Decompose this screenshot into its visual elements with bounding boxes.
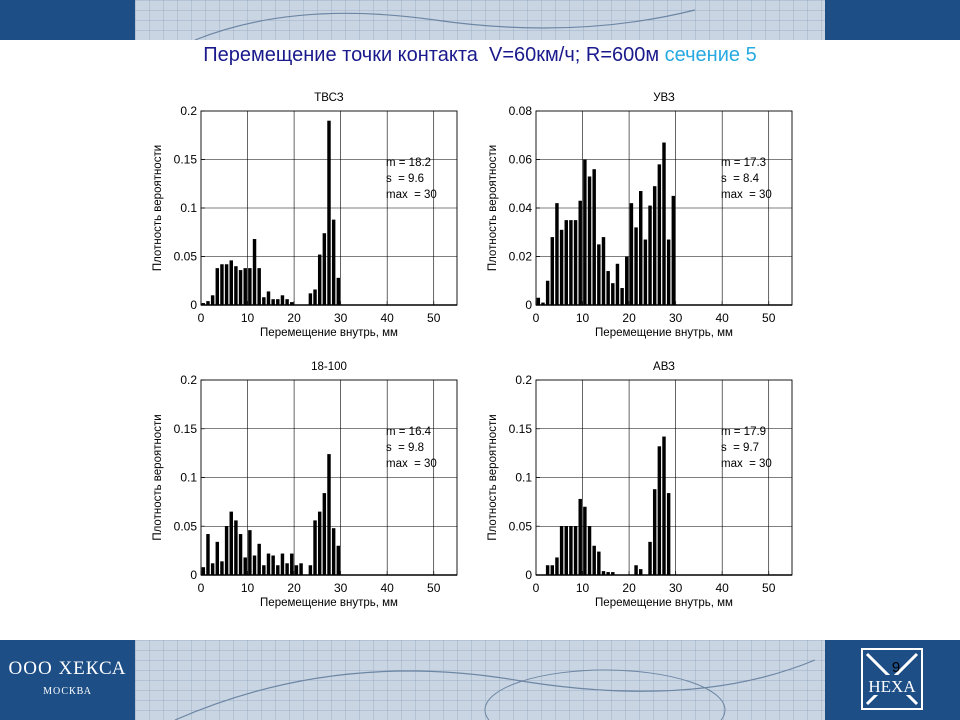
x-axis-label: Перемещение внутрь, мм bbox=[595, 597, 733, 609]
histogram-bar bbox=[313, 520, 316, 575]
histogram-bar bbox=[630, 203, 633, 305]
chart-title: УВЗ bbox=[653, 92, 675, 104]
y-tick-label: 0.15 bbox=[508, 421, 532, 436]
stat-line: s = 8.4 bbox=[721, 173, 760, 185]
stat-line: m = 17.9 bbox=[721, 426, 767, 438]
histogram-bar bbox=[634, 227, 637, 305]
histogram-bar bbox=[583, 160, 586, 306]
histogram-bar bbox=[625, 257, 628, 306]
histogram-bar bbox=[271, 556, 274, 576]
x-axis-label: Перемещение внутрь, мм bbox=[260, 597, 398, 609]
histogram-bar bbox=[569, 526, 572, 575]
histogram-bar bbox=[546, 281, 549, 305]
histogram-bar bbox=[309, 565, 312, 575]
histogram-bar bbox=[206, 301, 209, 305]
histogram-bar bbox=[295, 565, 298, 575]
bottom-banner bbox=[0, 640, 960, 720]
x-tick-label: 30 bbox=[333, 311, 348, 325]
y-tick-label: 0 bbox=[525, 298, 532, 312]
histogram-bar bbox=[262, 297, 265, 305]
histogram-bar bbox=[639, 191, 642, 305]
histogram-bar bbox=[602, 571, 605, 575]
y-tick-label: 0.15 bbox=[173, 152, 197, 167]
chart-title: АВЗ bbox=[653, 361, 675, 373]
y-tick-label: 0.1 bbox=[180, 201, 197, 215]
bottom-mesh-graphic bbox=[135, 640, 825, 720]
chart-4 bbox=[487, 361, 792, 609]
histogram-bar bbox=[309, 293, 312, 305]
histogram-bar bbox=[555, 203, 558, 305]
x-tick-label: 10 bbox=[240, 311, 255, 325]
chart-title: 18-100 bbox=[311, 361, 347, 373]
histogram-bar bbox=[588, 176, 591, 305]
histogram-bar bbox=[565, 526, 568, 575]
histogram-bar bbox=[318, 512, 321, 575]
histogram-bar bbox=[248, 268, 251, 305]
stat-line: s = 9.8 bbox=[386, 442, 425, 454]
histogram-bar bbox=[662, 143, 665, 305]
x-tick-label: 40 bbox=[715, 311, 729, 325]
x-tick-label: 30 bbox=[668, 581, 683, 595]
histogram-bar bbox=[634, 565, 637, 575]
x-tick-label: 40 bbox=[380, 311, 394, 325]
x-tick-label: 0 bbox=[197, 311, 205, 325]
y-axis-label: Плотность вероятности bbox=[152, 414, 164, 541]
histogram-bar bbox=[602, 237, 605, 305]
histogram-bar bbox=[216, 542, 219, 575]
histogram-bar bbox=[216, 268, 219, 305]
histogram-bar bbox=[220, 264, 223, 305]
histogram-bar bbox=[616, 264, 619, 305]
histogram-bar bbox=[276, 565, 279, 575]
histogram-bar bbox=[639, 569, 642, 575]
logo-text: HEXA bbox=[868, 677, 916, 696]
x-tick-label: 10 bbox=[240, 581, 255, 595]
stat-line: m = 17.3 bbox=[721, 157, 767, 169]
histogram-bar bbox=[285, 563, 288, 575]
y-tick-label: 0.08 bbox=[508, 104, 532, 118]
x-axis-label: Перемещение внутрь, мм bbox=[260, 327, 398, 339]
histogram-bar bbox=[560, 526, 563, 575]
histogram-bar bbox=[267, 554, 270, 575]
stat-line: m = 18.2 bbox=[386, 157, 432, 169]
histogram-bar bbox=[597, 552, 600, 575]
histogram-bar bbox=[555, 557, 558, 575]
histogram-bar bbox=[299, 563, 302, 575]
x-tick-label: 40 bbox=[380, 581, 394, 595]
y-axis-label: Плотность вероятности bbox=[487, 414, 499, 541]
histogram-bar bbox=[551, 237, 554, 305]
company-city: МОСКВА bbox=[43, 686, 92, 697]
histogram-bar bbox=[318, 255, 321, 305]
histogram-bar bbox=[578, 201, 581, 305]
histogram-bar bbox=[551, 565, 554, 575]
histogram-bar bbox=[253, 239, 256, 305]
histogram-bar bbox=[276, 299, 279, 305]
x-axis-label: Перемещение внутрь, мм bbox=[595, 327, 733, 339]
histogram-bar bbox=[606, 271, 609, 305]
histogram-bar bbox=[560, 230, 563, 305]
slide-title-accent: сечение 5 bbox=[664, 44, 757, 66]
histogram-bar bbox=[653, 186, 656, 305]
histogram-bar bbox=[323, 233, 326, 305]
y-axis-label: Плотность вероятности bbox=[152, 144, 164, 272]
histogram-bar bbox=[332, 220, 335, 305]
stat-line: max = 30 bbox=[721, 189, 772, 201]
histogram-bar bbox=[592, 546, 595, 575]
x-tick-label: 20 bbox=[622, 311, 636, 325]
histogram-bar bbox=[662, 437, 665, 575]
histogram-bar bbox=[234, 520, 237, 575]
histogram-bar bbox=[667, 240, 670, 305]
x-tick-label: 10 bbox=[575, 311, 590, 325]
histogram-bar bbox=[611, 283, 614, 305]
histogram-bar bbox=[239, 270, 242, 305]
histogram-bar bbox=[648, 206, 651, 305]
histogram-bar bbox=[583, 507, 586, 575]
x-tick-label: 50 bbox=[762, 311, 776, 325]
histogram-bar bbox=[658, 446, 661, 575]
x-tick-label: 40 bbox=[715, 581, 729, 595]
y-tick-label: 0.2 bbox=[180, 373, 197, 387]
histogram-bar bbox=[234, 266, 237, 305]
stat-line: max = 30 bbox=[386, 458, 437, 470]
stat-line: s = 9.6 bbox=[386, 173, 425, 185]
y-tick-label: 0.05 bbox=[173, 519, 197, 534]
histogram-bar bbox=[546, 565, 549, 575]
stat-line: max = 30 bbox=[386, 189, 437, 201]
chart-title: ТВСЗ bbox=[314, 92, 344, 104]
x-tick-label: 20 bbox=[287, 311, 301, 325]
histogram-bar bbox=[243, 268, 246, 305]
histogram-bar bbox=[230, 512, 233, 575]
histogram-bar bbox=[653, 489, 656, 575]
histogram-bar bbox=[565, 220, 568, 305]
stat-line: max = 30 bbox=[721, 458, 772, 470]
histogram-bar bbox=[327, 454, 330, 575]
histogram-bar bbox=[248, 530, 251, 575]
histogram-bar bbox=[574, 526, 577, 575]
histogram-bar bbox=[323, 493, 326, 575]
y-tick-label: 0 bbox=[525, 568, 532, 582]
histogram-bar bbox=[537, 298, 540, 305]
x-tick-label: 0 bbox=[532, 311, 540, 325]
histogram-bar bbox=[588, 526, 591, 575]
y-tick-label: 0 bbox=[190, 568, 197, 582]
histogram-bar bbox=[620, 288, 623, 305]
histogram-bar bbox=[225, 264, 228, 305]
x-tick-label: 10 bbox=[575, 581, 590, 595]
y-tick-label: 0.05 bbox=[173, 249, 197, 264]
chart-3 bbox=[152, 361, 457, 609]
histogram-bar bbox=[271, 299, 274, 305]
hexa-logo-icon bbox=[861, 648, 923, 710]
histogram-bar bbox=[211, 563, 214, 575]
histogram-bar bbox=[569, 220, 572, 305]
histogram-bar bbox=[285, 299, 288, 305]
histogram-bar bbox=[281, 295, 284, 305]
chart-1 bbox=[152, 92, 457, 339]
histogram-bar bbox=[225, 526, 228, 575]
x-tick-label: 30 bbox=[333, 581, 348, 595]
histogram-bar bbox=[574, 220, 577, 305]
histogram-bar bbox=[220, 561, 223, 575]
x-tick-label: 20 bbox=[622, 581, 636, 595]
histogram-bar bbox=[230, 260, 233, 305]
x-tick-label: 0 bbox=[532, 581, 540, 595]
x-tick-label: 50 bbox=[427, 581, 441, 595]
histogram-bar bbox=[257, 268, 260, 305]
x-tick-label: 50 bbox=[762, 581, 776, 595]
histogram-bar bbox=[667, 493, 670, 575]
x-tick-label: 30 bbox=[668, 311, 683, 325]
histogram-bar bbox=[290, 554, 293, 575]
histogram-bar bbox=[597, 244, 600, 305]
y-tick-label: 0.04 bbox=[508, 201, 532, 215]
y-tick-label: 0.02 bbox=[508, 249, 532, 264]
histogram-bar bbox=[658, 164, 661, 305]
histogram-bar bbox=[262, 565, 265, 575]
histogram-bar bbox=[253, 556, 256, 576]
histogram-bar bbox=[281, 554, 284, 575]
histogram-bar bbox=[202, 567, 205, 575]
y-tick-label: 0 bbox=[190, 298, 197, 312]
company-name: ООО ХЕКСА bbox=[8, 658, 127, 679]
slide-title-main: Перемещение точки контакта V=60км/ч; R=600м bbox=[203, 44, 665, 66]
histogram-bar bbox=[313, 289, 316, 305]
histogram-bar bbox=[337, 278, 340, 305]
y-tick-label: 0.2 bbox=[515, 373, 532, 387]
histogram-bar bbox=[648, 542, 651, 575]
x-tick-label: 20 bbox=[287, 581, 301, 595]
y-tick-label: 0.06 bbox=[508, 152, 532, 167]
x-tick-label: 0 bbox=[197, 581, 205, 595]
histogram-bar bbox=[592, 169, 595, 305]
histogram-bar bbox=[327, 121, 330, 305]
histogram-bar bbox=[337, 546, 340, 575]
histogram-bar bbox=[267, 291, 270, 305]
y-tick-label: 0.2 bbox=[180, 104, 197, 118]
histogram-bar bbox=[206, 534, 209, 575]
stat-line: s = 9.7 bbox=[721, 442, 760, 454]
page-number: 9 bbox=[891, 659, 901, 676]
y-tick-label: 0.15 bbox=[173, 421, 197, 436]
x-tick-label: 50 bbox=[427, 311, 441, 325]
histogram-bar bbox=[578, 499, 581, 575]
stat-line: m = 16.4 bbox=[386, 426, 432, 438]
histogram-bar bbox=[672, 196, 675, 305]
histogram-bar bbox=[257, 544, 260, 575]
histogram-bar bbox=[332, 528, 335, 575]
histogram-bar bbox=[239, 534, 242, 575]
y-tick-label: 0.1 bbox=[515, 470, 532, 485]
histogram-bar bbox=[211, 295, 214, 305]
y-tick-label: 0.05 bbox=[508, 519, 532, 534]
chart-2 bbox=[487, 92, 792, 339]
histogram-bar bbox=[243, 557, 246, 575]
y-tick-label: 0.1 bbox=[180, 470, 197, 485]
y-axis-label: Плотность вероятности bbox=[487, 144, 499, 272]
histogram-bar bbox=[644, 240, 647, 305]
bottom-mesh-image bbox=[135, 640, 825, 720]
